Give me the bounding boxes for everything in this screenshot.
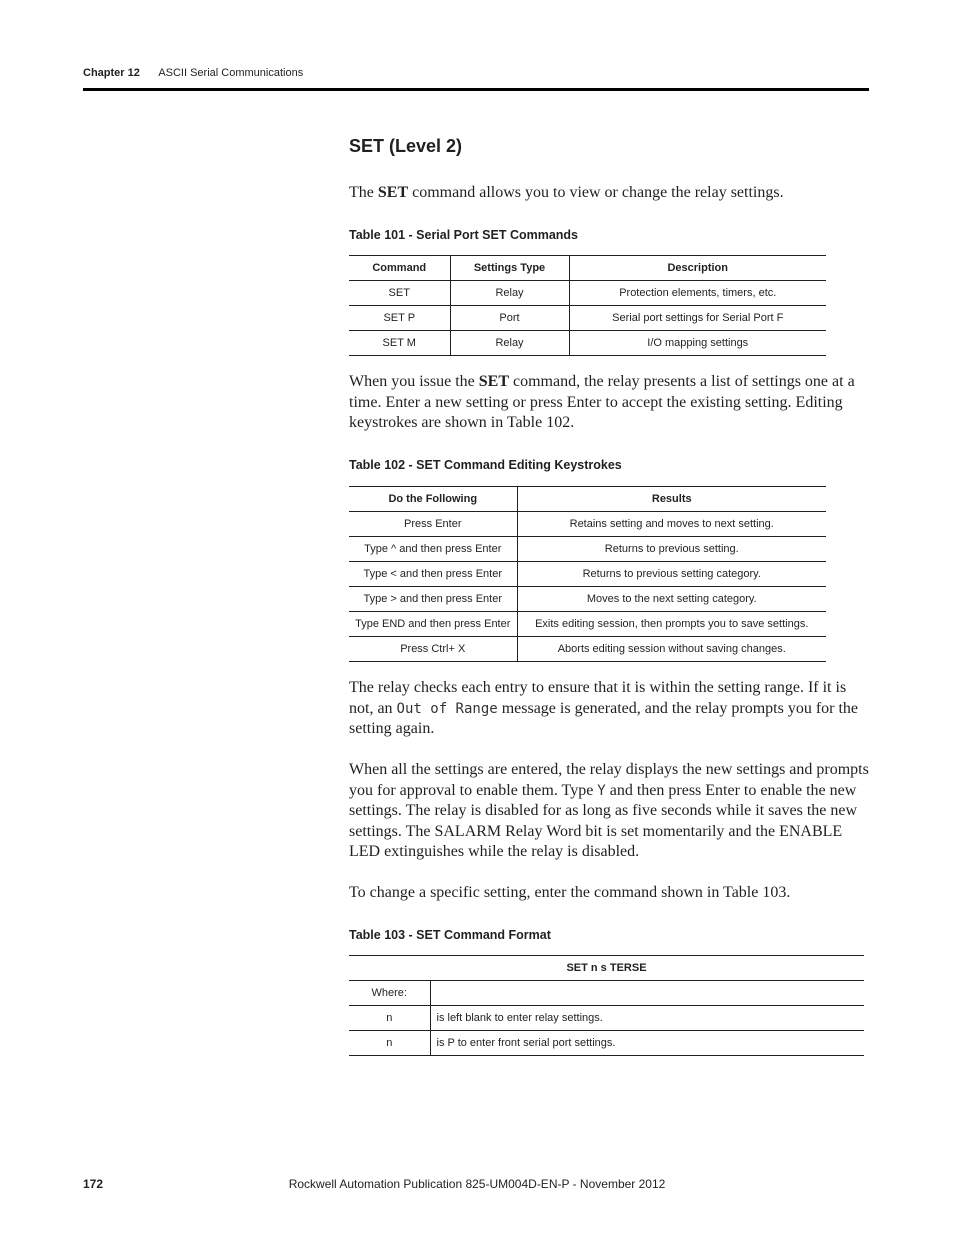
table-cell: Port [450,306,569,331]
running-header [83,67,303,79]
table102-caption: Table 102 - SET Command Editing Keystrokes [349,458,622,472]
table-header-cell: SET n s TERSE [349,956,864,981]
table-header-cell: Results [517,487,826,512]
header-rule [83,88,869,91]
table-header-row [349,487,826,512]
intro-paragraph [349,183,869,204]
table-cell: n [349,1031,430,1056]
page-number: 172 [83,1177,104,1191]
intro-after: command allows you to view or change the relay settings. [408,184,784,201]
para2-bold: SET [478,373,509,390]
table101-caption: Table 101 - Serial Port SET Commands [349,228,579,242]
table-header-row [349,956,864,981]
table-header-cell: Command [349,256,450,281]
table-cell: Returns to previous setting. [517,537,826,562]
para4-before: When all the settings are entered, the relay displays the new settings and prompts you for approval to enable them. Type [349,761,869,799]
table-row [349,1006,864,1031]
table-103 [349,955,864,1056]
para3-after: message is generated, and the relay prompts you for the setting again. [349,699,859,737]
table-cell: Retains setting and moves to next setting. [517,512,826,537]
y-code: Y [597,782,606,799]
table-cell: Protection elements, timers, etc. [569,281,826,306]
table-cell: n [349,1006,430,1031]
table-row [349,637,826,662]
table-cell: Type ^ and then press Enter [349,537,517,562]
para2-before: When you issue the [349,373,479,390]
table-row [349,587,826,612]
para4-after: and then press Enter to enable the new settings. The relay is disabled for as long as five seconds while it saves the new settings. The SALARM Relay Word bit is set momentarily and the ENABLE LED extinguishes while the relay is disabled. [349,781,858,860]
table-row [349,306,826,331]
table-cell: I/O mapping settings [569,331,826,356]
table-cell [430,981,864,1006]
intro-before: The [349,184,378,201]
section-title: SET (Level 2) [349,136,463,156]
table-cell: Type > and then press Enter [349,587,517,612]
table-header-cell: Description [569,256,826,281]
table-cell: Press Enter [349,512,517,537]
para2-after: command, the relay presents a list of settings one at a time. Enter a new setting or press Enter to accept the existing setting. Editing keystrokes are shown in Table 102. [349,373,855,431]
out-of-range-code: Out of Range [396,700,498,717]
table-cell: is left blank to enter relay settings. [430,1006,864,1031]
table-cell: Aborts editing session without saving changes. [517,637,826,662]
specific-setting-paragraph: To change a specific setting, enter the command shown in Table 103. [349,884,791,901]
header-chapter: Chapter 12 [83,67,140,79]
table-row [349,331,826,356]
table-cell: Relay [450,331,569,356]
table-row [349,1031,864,1056]
table-row [349,981,864,1006]
table103-caption: Table 103 - SET Command Format [349,928,551,942]
table-row [349,537,826,562]
table-row [349,612,826,637]
table-cell: Type END and then press Enter [349,612,517,637]
table-101 [349,255,826,356]
intro-bold: SET [377,184,409,201]
table-row [349,562,826,587]
table-row [349,512,826,537]
table-cell: SET [349,281,450,306]
table-header-cell: Settings Type [450,256,569,281]
table-header-row [349,256,826,281]
table-cell: Serial port settings for Serial Port F [569,306,826,331]
table-cell: SET P [349,306,450,331]
table-cell: Exits editing session, then prompts you to save settings. [517,612,826,637]
range-paragraph [349,678,869,740]
table-header-cell: Do the Following [349,487,517,512]
header-title: ASCII Serial Communications [158,67,304,79]
table-cell: Moves to the next setting category. [517,587,826,612]
table-cell: SET M [349,331,450,356]
table-cell: Returns to previous setting category. [517,562,826,587]
para3-before: The relay checks each entry to ensure that it is within the setting range. If it is not, an [349,679,847,717]
table-cell: Press Ctrl+ X [349,637,517,662]
table-cell: Type < and then press Enter [349,562,517,587]
table-row [349,281,826,306]
table-cell: Where: [349,981,430,1006]
set-paragraph [349,372,869,434]
publication-footer: Rockwell Automation Publication 825-UM004D-EN-P - November 2012 [288,1177,666,1191]
approval-paragraph [349,760,869,863]
table-cell: is P to enter front serial port settings. [430,1031,864,1056]
table-102 [349,486,826,662]
table-cell: Relay [450,281,569,306]
